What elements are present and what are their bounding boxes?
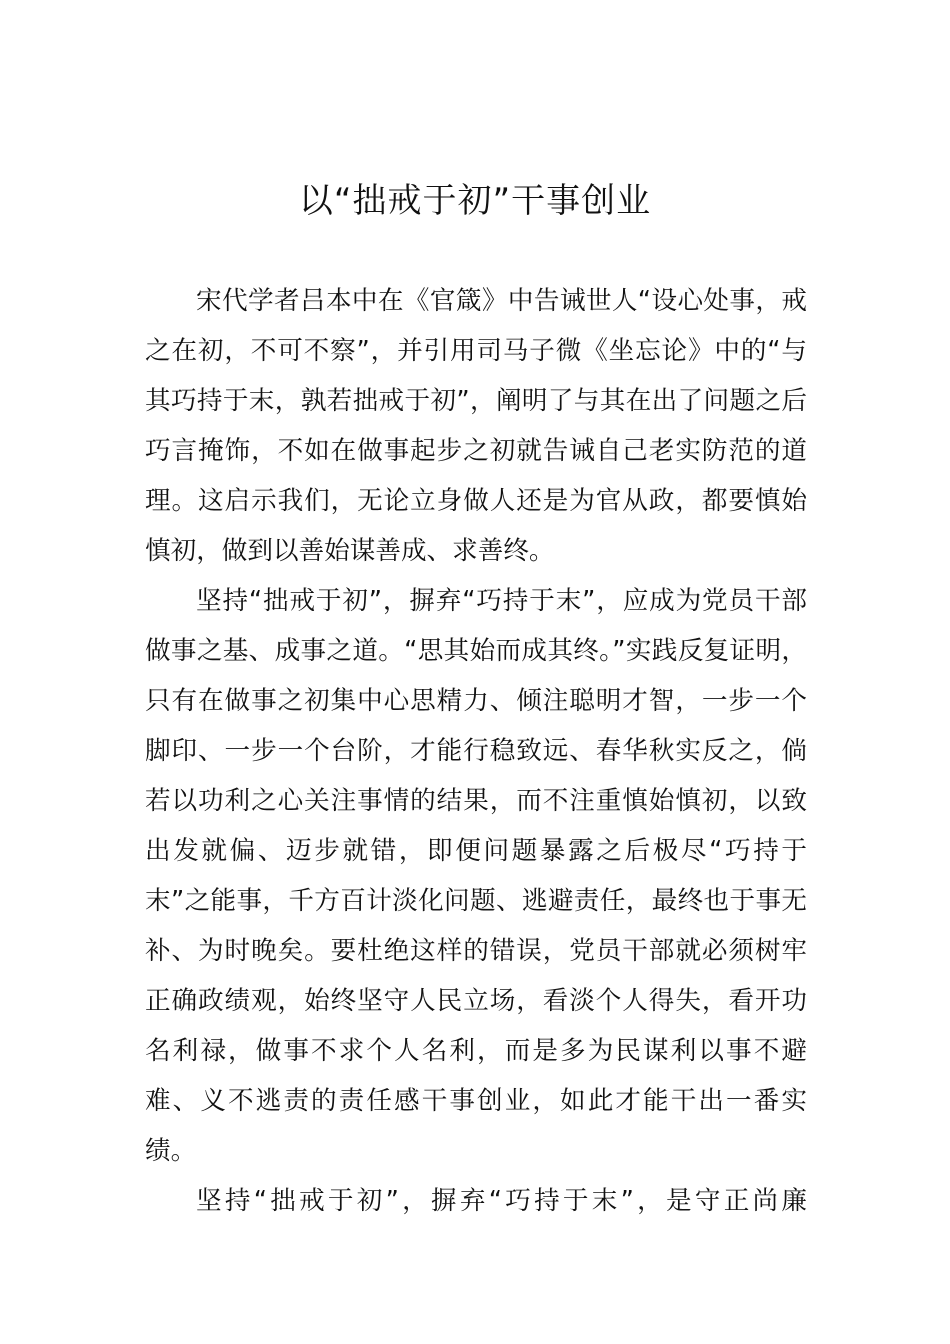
document-body (145, 276, 807, 1226)
paragraph-2: 坚持“拙戒于初”，摒弃“巧持于末”，应成为党员干部做事之基、成事之道。“思其始而成其终。”实践反复证明，只有在做事之初集中心思精力、倾注聪明才智，一步一个脚印、一步一个台阶，才能行稳致远、春华秋实反之，倘若以功利之心关注事情的结果，而不注重慎始慎初，以致出发就偏、迈步就错，即便问题暴露之后极尽“巧持于末”之能事，千方百计淡化问题、逃避责任，最终也于事无补、为时晚矣。要杜绝这样的错误，党员干部就必须树牢正确政绩观，始终坚守人民立场，看淡个人得失，看开功名利禄，做事不求个人名利，而是多为民谋利以事不避难、义不逃责的责任感干事创业，如此才能干出一番实绩。 (145, 586, 807, 1166)
paragraph-3: 坚持“拙戒于初”，摒弃“巧持于末”，是守正尚廉 (196, 1186, 807, 1216)
page-title: 以“拙戒于初”干事创业 (298, 181, 652, 221)
paragraph-1: 宋代学者吕本中在《官箴》中告诫世人“设心处事，戒之在初，不可不察”，并引用司马子微《坐忘论》中的“与其巧持于末，孰若拙戒于初”，阐明了与其在出了问题之后巧言掩饰，不如在做事起步之初就告诫自己老实防范的道理。这启示我们，无论立身做人还是为官从政，都要慎始慎初，做到以善始谋善成、求善终。 (145, 286, 807, 566)
